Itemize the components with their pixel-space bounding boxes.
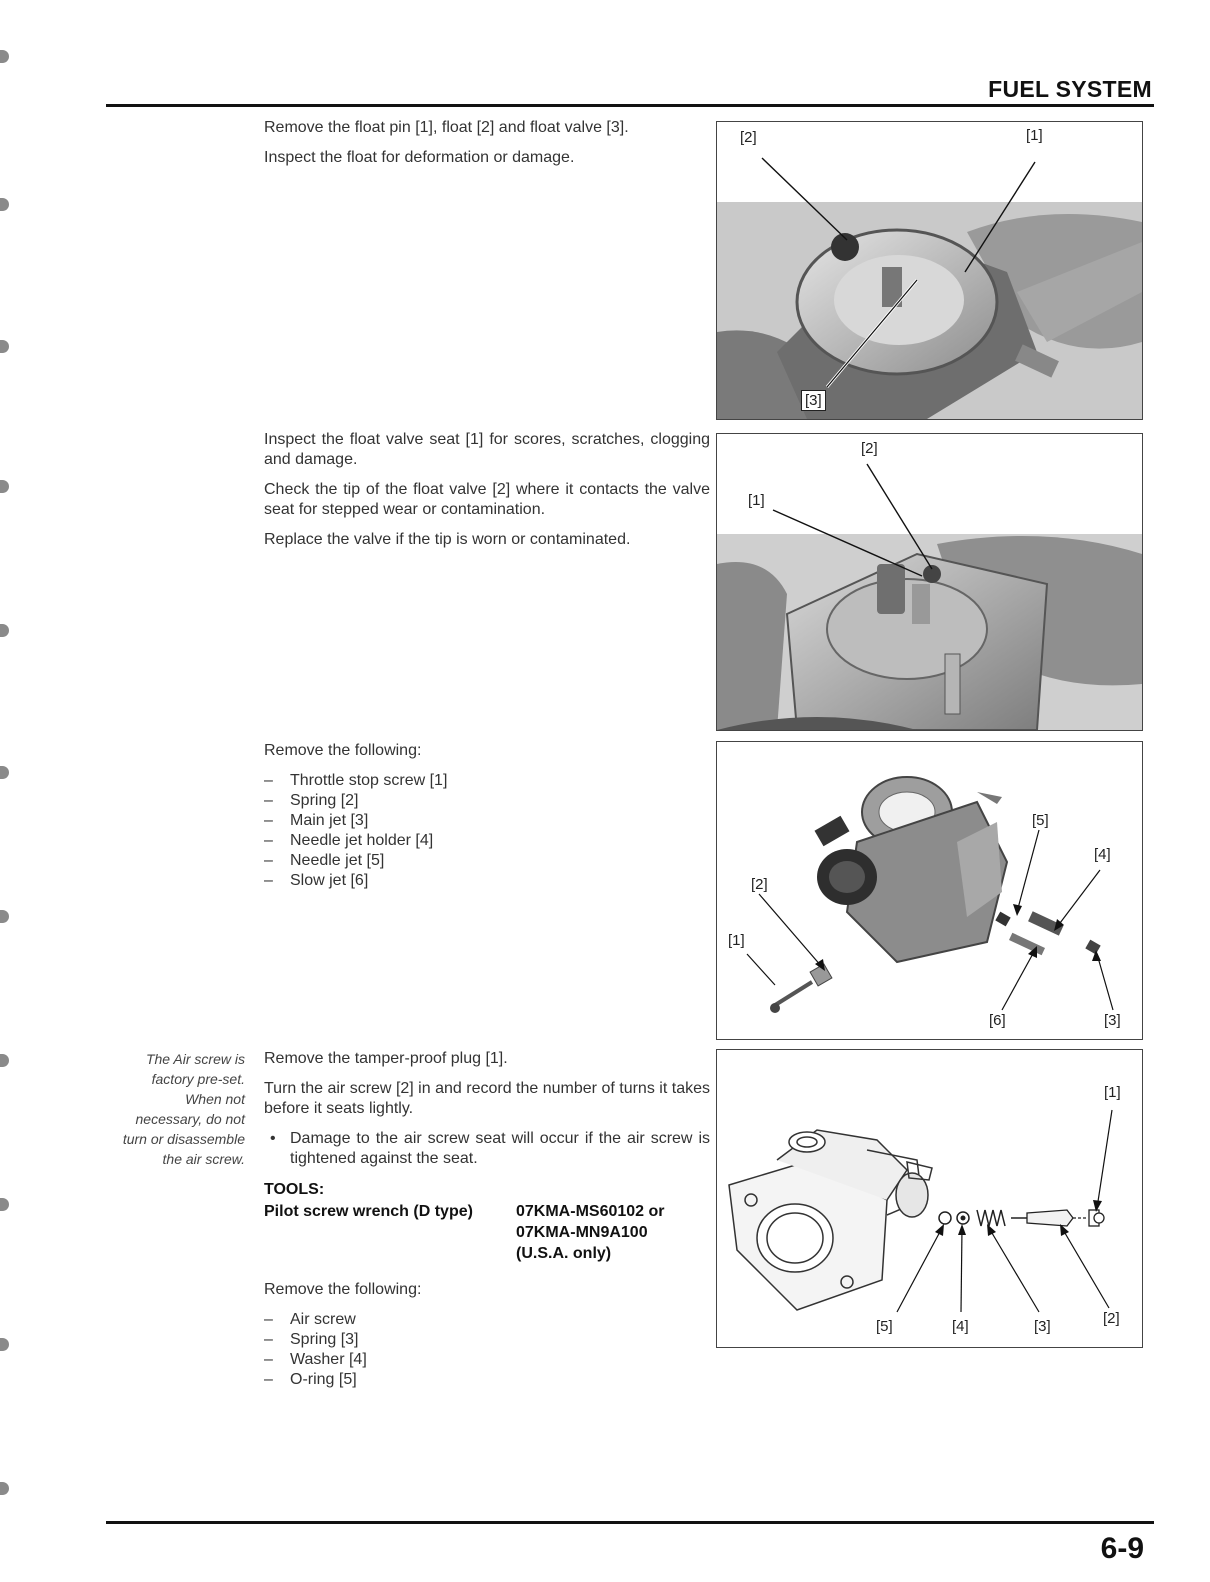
section-title: FUEL SYSTEM: [988, 76, 1152, 102]
binder-mark: [0, 480, 9, 493]
step-text: Remove the following:: [264, 1281, 422, 1298]
figure-callout: [2]: [861, 440, 878, 457]
figure-callout: [5]: [1032, 812, 1049, 829]
parts-list: [264, 1310, 710, 1390]
step-text: Remove the float pin [1], float [2] and float valve [3].: [264, 119, 629, 136]
binder-mark: [0, 910, 9, 923]
figure-air-screw: [716, 1049, 1143, 1348]
list-item: – Washer [4]: [264, 1350, 710, 1370]
binder-mark: [0, 340, 9, 353]
step-text: Turn the air screw [2] in and record the number of turns it takes before it seats lightly.: [264, 1080, 710, 1117]
step-text: Replace the valve if the tip is worn or contaminated.: [264, 531, 631, 548]
binder-mark: [0, 1482, 9, 1495]
note-line: turn or disassemble: [122, 1131, 245, 1147]
figure-callout: [1]: [748, 492, 765, 509]
note-line: When not: [185, 1091, 245, 1107]
list-item: – O-ring [5]: [264, 1370, 710, 1390]
step-text: Inspect the float for deformation or damage.: [264, 149, 575, 166]
list-item: – Slow jet [6]: [264, 871, 710, 891]
photo-valve-seat: [717, 434, 1142, 730]
figure-callout: [1]: [1104, 1084, 1121, 1101]
figure-callout: [1]: [1026, 127, 1043, 144]
binder-mark: [0, 1054, 9, 1067]
figure-callout: [1]: [728, 932, 745, 949]
step-text: Remove the following:: [264, 742, 422, 759]
figure-callout: [3]: [1104, 1012, 1121, 1029]
tool-name: Pilot screw wrench (D type): [264, 1203, 473, 1220]
tool-part-number: 07KMA-MN9A100: [516, 1224, 648, 1241]
tools-block: [264, 1181, 710, 1264]
figure-callout: [3]: [1034, 1318, 1051, 1335]
section-float-removal: [264, 118, 710, 168]
figure-callout: [3]: [801, 390, 826, 411]
parts-list: [264, 771, 710, 891]
step-text: Remove the tamper-proof plug [1].: [264, 1050, 508, 1067]
list-item: – Air screw: [264, 1310, 710, 1330]
figure-valve-seat: [716, 433, 1143, 731]
tool-part-numbers: [516, 1201, 665, 1264]
figure-callout: [4]: [952, 1318, 969, 1335]
figure-jets: [716, 741, 1143, 1040]
caution-bullet: • Damage to the air screw seat will occur if the air screw is tightened against the seat.: [264, 1129, 710, 1169]
list-item: – Spring [2]: [264, 791, 710, 811]
list-item: – Spring [3]: [264, 1330, 710, 1350]
header-rule: [106, 104, 1154, 107]
figure-callout: [2]: [751, 876, 768, 893]
note-line: the air screw.: [162, 1151, 245, 1167]
figure-float-removal: [716, 121, 1143, 420]
drawing-air-screw-parts: [717, 1050, 1142, 1347]
tools-heading: TOOLS:: [264, 1181, 325, 1198]
list-item: – Needle jet holder [4]: [264, 831, 710, 851]
figure-callout: [2]: [1103, 1310, 1120, 1327]
section-valve-seat-inspection: [264, 430, 710, 550]
footer-rule: [106, 1521, 1154, 1524]
note-line: The Air screw is: [145, 1051, 245, 1067]
note-line: necessary, do not: [135, 1111, 245, 1127]
photo-carburetor-float: [717, 122, 1142, 419]
binder-mark: [0, 50, 9, 63]
section-jet-removal: [264, 741, 710, 891]
side-note: [95, 1049, 245, 1169]
step-text: Inspect the float valve seat [1] for scores, scratches, clogging and damage.: [264, 431, 710, 468]
figure-callout: [2]: [740, 129, 757, 146]
tool-part-number: (U.S.A. only): [516, 1245, 612, 1262]
binder-mark: [0, 766, 9, 779]
list-item: – Needle jet [5]: [264, 851, 710, 871]
page-number: 6-9: [1100, 1532, 1144, 1565]
binder-mark: [0, 1198, 9, 1211]
step-text: Check the tip of the float valve [2] where it contacts the valve seat for stepped wear or contamination.: [264, 481, 710, 518]
binder-mark: [0, 1338, 9, 1351]
list-item: – Throttle stop screw [1]: [264, 771, 710, 791]
tool-part-number: 07KMA-MS60102 or: [516, 1203, 665, 1220]
figure-callout: [6]: [989, 1012, 1006, 1029]
list-item: – Main jet [3]: [264, 811, 710, 831]
tool-row: [264, 1201, 710, 1264]
section-air-screw: [264, 1049, 710, 1390]
note-line: factory pre-set.: [151, 1071, 245, 1087]
binder-mark: [0, 198, 9, 211]
photo-carburetor-jets: [717, 742, 1142, 1039]
figure-callout: [5]: [876, 1318, 893, 1335]
figure-callout: [4]: [1094, 846, 1111, 863]
binder-mark: [0, 624, 9, 637]
